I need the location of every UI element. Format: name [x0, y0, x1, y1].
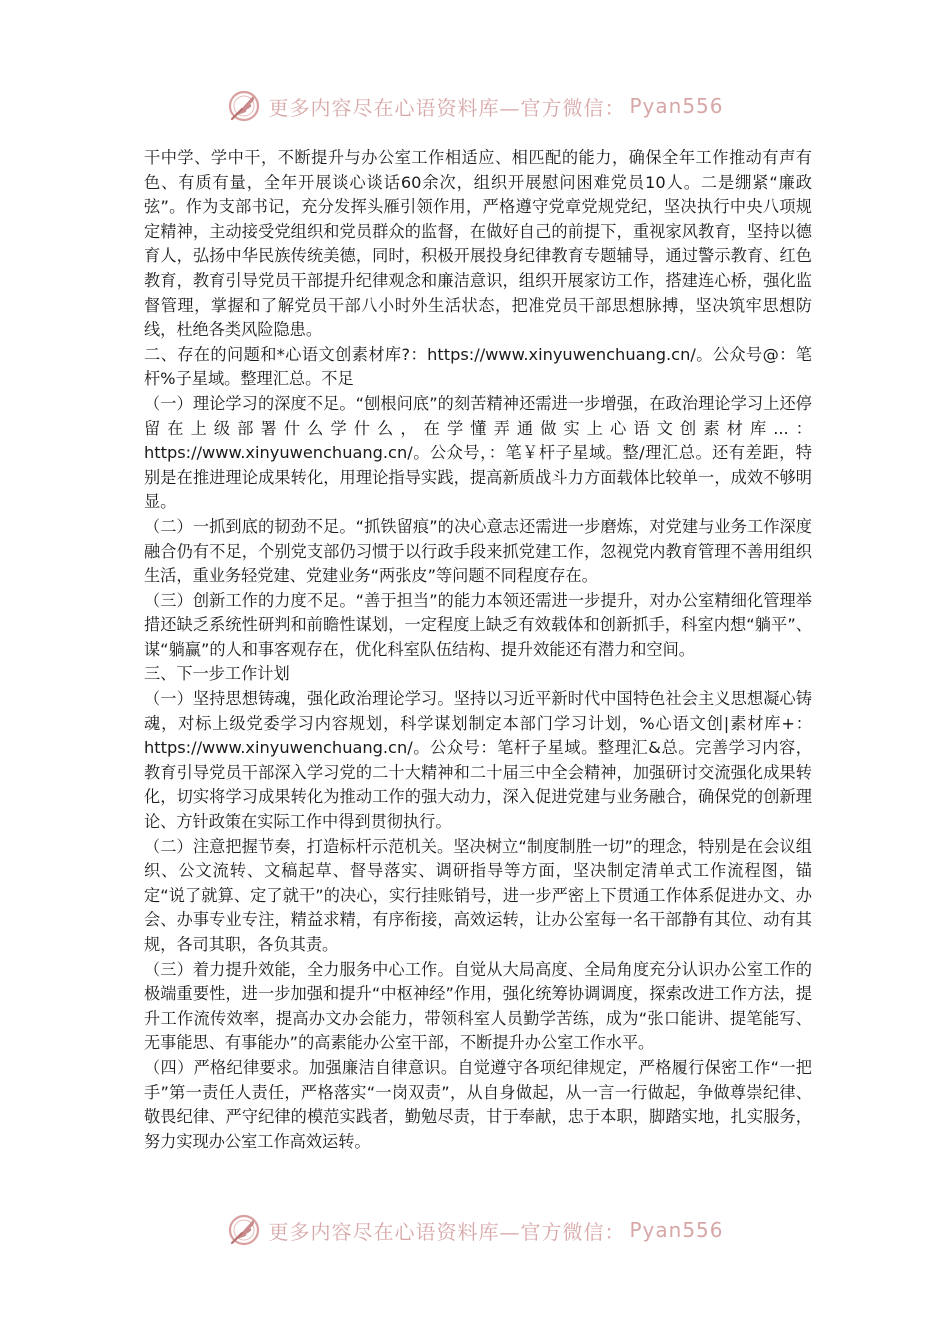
- paragraph-problem-1: （一）理论学习的深度不足。“刨根问底”的刻苦精神还需进一步增强，在政治理论学习上还停留在上级部署什么学什么，在学懂弄通做实上心语文创素材库...：https://www.xinyuwenchuang.cn/。公众号，：笔￥杆子星域。整/理汇总。还有差距，特别是在推进理论成果转化，用理论指导实践，提高新质战斗力方面载体比较单一，成效不够明显。: [144, 393, 812, 512]
- watermark-text: 更多内容尽在心语资料库—官方微信：: [268, 95, 626, 120]
- paragraph-problem-2: （二）一抓到底的韧劲不足。“抓铁留痕”的决心意志还需进一步磨炼，对党建与业务工作深度融合仍有不足，个别党支部仍习惯于以行政手段来抓党建工作，忽视党内教育管理不善用组织生活，重业务轻党建、党建业务“两张皮”等问题不同程度存在。: [144, 516, 812, 586]
- paragraph-problem-3: （三）创新工作的力度不足。“善于担当”的能力本领还需进一步提升，对办公室精细化管理举措还缺乏系统性研判和前瞻性谋划，一定程度上缺乏有效载体和创新抓手，科室内想“躺平”、谋“躺赢”的人和事客观存在，优化科室队伍结构、提升效能还有潜力和空间。: [144, 590, 812, 659]
- paragraph-plan-4: （四）严格纪律要求。加强廉洁自律意识。自觉遵守各项纪律规定，严格履行保密工作“一把手”第一责任人责任，严格落实“一岗双责”，从自身做起，从一言一行做起，争做尊崇纪律、敬畏纪律、严守纪律的模范实践者，勤勉尽责，甘于奉献，忠于本职，脚踏实地，扎实服务，努力实现办公室工作高效运转。: [144, 1057, 812, 1151]
- paragraph-plan-2: （二）注意把握节奏，打造标杆示范机关。坚决树立“制度制胜一切”的理念，特别是在会议组织、公文流转、文稿起草、督导落实、调研指导等方面，坚决制定清单式工作流程图，锚定“说了就算、定了就干”的决心，实行挂账销号，进一步严密上下贯通工作体系促进办文、办会、办事专业专注，精益求精，有序衔接，高效运转，让办公室每一名干部静有其位、动有其规，各司其职，各负其责。: [144, 836, 812, 954]
- section-heading-plan: 三、下一步工作计划: [144, 664, 290, 684]
- watermark-text: 更多内容尽在心语资料库—官方微信：: [268, 1219, 626, 1244]
- watermark-header: [0, 84, 950, 128]
- section-heading-problems: 二、存在的问题和*心语文创素材库?：https://www.xinyuwenchuang.cn/。公众号@：笔杆%子星域。整理汇总。不足: [144, 344, 812, 389]
- paragraph-plan-3: （三）着力提升效能，全力服务中心工作。自觉从大局高度、全局角度充分认识办公室工作的极端重要性，进一步加强和提升“中枢神经”作用，强化统筹协调调度，探索改进工作方法，提升工作流传效率，提高办文办会能力，带领科室人员勤学苦练，成为“张口能讲、提笔能写、无事能思、有事能办”的高素能办公室干部，不断提升办公室工作水平。: [144, 959, 812, 1053]
- quill-logo-icon: [226, 88, 262, 124]
- document-body: [144, 146, 812, 1154]
- paragraph-continuation: 干中学、学中干，不断提升与办公室工作相适应、相匹配的能力，确保全年工作推动有声有色、有质有量，全年开展谈心谈话60余次，组织开展慰问困难党员10人。二是绷紧“廉政弦”。作为支部书记，充分发挥头雁引领作用，严格遵守党章党规党纪，坚决执行中央八项规定精神，主动接受党组织和党员群众的监督，在做好自己的前提下，重视家风教育，坚持以德育人，弘扬中华民族传统美德，同时，积极开展投身纪律教育专题辅导，通过警示教育、红色教育，教育引导党员干部提升纪律观念和廉洁意识，组织开展家访工作，搭建连心桥，强化监督管理，掌握和了解党员干部八小时外生活状态，把准党员干部思想脉搏，坚决筑牢思想防线，杜绝各类风险隐患。: [144, 148, 812, 340]
- watermark-handle: Pyan556: [629, 1218, 724, 1242]
- watermark-handle: Pyan556: [629, 94, 724, 118]
- paragraph-plan-1: （一）坚持思想铸魂，强化政治理论学习。坚持以习近平新时代中国特色社会主义思想凝心铸魂，对标上级党委学习内容规划，科学谋划制定本部门学习计划，%心语文创|素材库+：https://www.xinyuwenchuang.cn/。公众号：笔杆子星域。整理汇&总。完善学习内容，教育引导党员干部深入学习党的二十大精神和二十届三中全会精神，加强研讨交流强化成果转化，切实将学习成果转化为推动工作的强大动力，深入促进党建与业务融合，确保党的创新理论、方针政策在实际工作中得到贯彻执行。: [144, 689, 812, 832]
- watermark-footer: [0, 1208, 950, 1252]
- quill-logo-icon: [226, 1212, 262, 1248]
